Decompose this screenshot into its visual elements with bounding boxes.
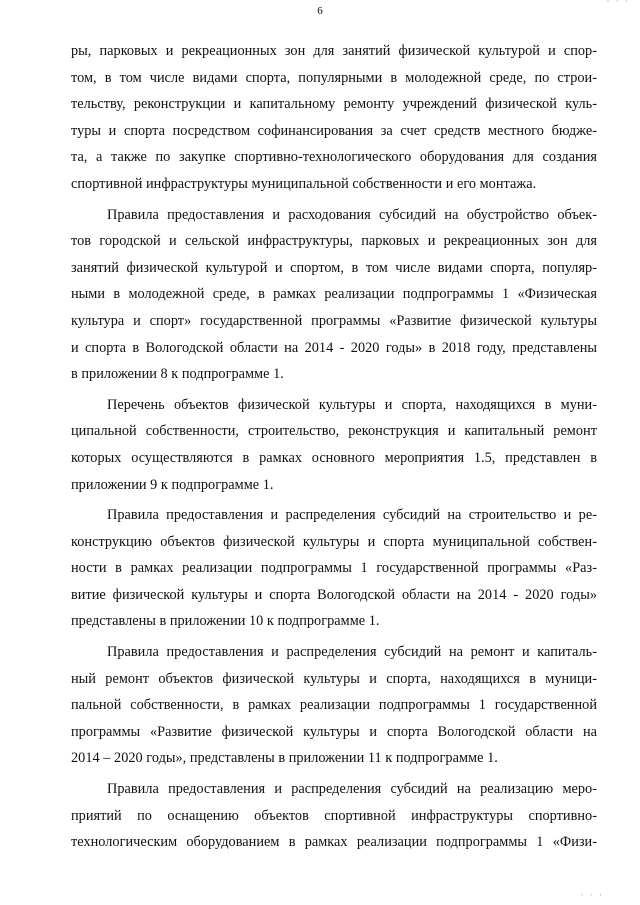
- text-line: витие физической культуры и спорта Вологодской области на 2014 - 2020 годы»: [71, 586, 597, 603]
- text-line: ными в молодежной среде, в рамках реализации подпрограммы 1 «Физическая: [71, 286, 597, 303]
- paragraph: [71, 38, 597, 198]
- text-line: ный ремонт объектов физической культуры и спорта, находящихся в муници-: [71, 670, 597, 687]
- text-line: Правила предоставления и расходования субсидий на обустройство объек-: [107, 206, 597, 223]
- text-line: в приложении 8 к подпрограмме 1.: [71, 366, 284, 383]
- text-line: приятий по оснащению объектов спортивной инфраструктуры спортивно-: [71, 807, 597, 824]
- text-line: Правила предоставления и распределения субсидий на ремонт и капиталь-: [107, 644, 597, 661]
- text-line: та, а также по закупке спортивно-технологического оборудования для создания: [71, 149, 597, 166]
- text-line: которых осуществляются в рамках основного мероприятия 1.5, представлен в: [71, 449, 597, 466]
- text-line: и спорта в Вологодской области на 2014 - 2020 годы» в 2018 году, представлены: [71, 339, 597, 356]
- text-line: туры и спорта посредством софинансирования за счет средств местного бюдже-: [71, 122, 597, 139]
- text-line: 2014 – 2020 годы», представлены в приложении 11 к подпрограмме 1.: [71, 750, 498, 767]
- text-line: тов городской и сельской инфраструктуры, парковых и рекреационных зон для: [71, 233, 597, 250]
- scan-corner-mark: · · ·: [606, 0, 630, 6]
- text-line: пальной собственности, в рамках реализации подпрограммы 1 государственной: [71, 697, 597, 714]
- text-line: представлены в приложении 10 к подпрограмме 1.: [71, 613, 380, 630]
- paragraph: [71, 639, 597, 772]
- text-line: ности в рамках реализации подпрограммы 1 государственной программы «Раз-: [71, 560, 597, 577]
- text-line: занятий физической культурой и спортом, в том числе видами спорта, популяр-: [71, 259, 597, 276]
- page-number: 6: [317, 5, 323, 17]
- document-body: [71, 38, 597, 856]
- text-line: Перечень объектов физической культуры и спорта, находящихся в муни-: [107, 396, 597, 413]
- paragraph: [71, 392, 597, 498]
- text-line: культура и спорт» государственной программы «Развитие физической культуры: [71, 312, 597, 329]
- text-line: Правила предоставления и распределения субсидий на реализацию меро-: [107, 781, 597, 798]
- text-line: технологическим оборудованием в рамках реализации подпрограммы 1 «Физи-: [71, 834, 597, 851]
- text-line: том, в том числе видами спорта, популярными в молодежной среде, по строи-: [71, 69, 597, 86]
- paragraph: [71, 502, 597, 635]
- text-line: тельству, реконструкции и капитальному ремонту учреждений физической куль-: [71, 96, 597, 113]
- paragraph: [71, 202, 597, 388]
- text-line: ры, парковых и рекреационных зон для занятий физической культурой и спор-: [71, 43, 597, 59]
- text-line: ципальной собственности, строительство, реконструкция и капитальный ремонт: [71, 423, 597, 440]
- text-line: приложении 9 к подпрограмме 1.: [71, 476, 274, 493]
- text-line: Правила предоставления и распределения субсидий на строительство и ре-: [107, 507, 597, 524]
- text-line: конструкцию объектов физической культуры и спорта муниципальной собствен-: [71, 533, 597, 550]
- paragraph: [71, 776, 597, 856]
- text-line: программы «Развитие физической культуры и спорта Вологодской области на: [71, 723, 597, 740]
- scan-corner-mark: · · ·: [580, 890, 604, 900]
- text-line: спортивной инфраструктуры муниципальной собственности и его монтажа.: [71, 175, 537, 192]
